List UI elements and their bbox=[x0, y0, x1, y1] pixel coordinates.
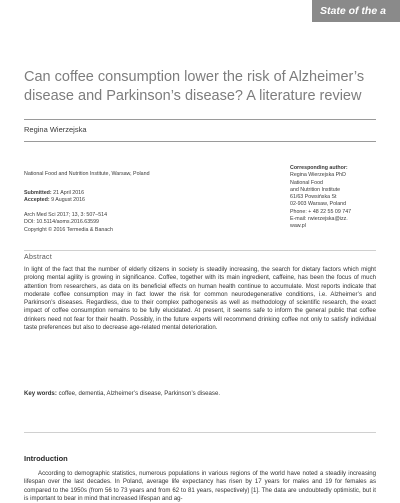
abstract-heading: Abstract bbox=[24, 254, 53, 261]
keywords bbox=[24, 390, 376, 398]
abstract-bottom-rule bbox=[24, 432, 376, 433]
accepted-line bbox=[24, 197, 85, 204]
submitted-label: Submitted: bbox=[24, 190, 52, 196]
article-title: Can coffee consumption lower the risk of Alzheimer’s disease and Parkinson’s disease? A literature review bbox=[24, 69, 365, 104]
corr-email[interactable]: E-mail: rwierzejska@izz. bbox=[290, 216, 348, 223]
author-rule bbox=[24, 141, 376, 142]
title-underline-rule bbox=[24, 119, 376, 120]
corr-line: Regina Wierzejska PhD bbox=[290, 172, 346, 179]
keywords-list: coffee, dementia, Alzheimer’s disease, Parkinson’s disease. bbox=[58, 390, 221, 397]
corr-line: and Nutrition Institute bbox=[290, 186, 341, 193]
corresponding-heading: Corresponding author: bbox=[290, 165, 348, 171]
introduction-text: According to demographic statistics, numerous populations in various regions of the world have noted a steadily increasing lifespan over the last decades. In Poland, average life expectancy has risen by 17 years for males and 19 for females as compared to the 1950s (from 56 to 73 years and from 62 to 81 years, respectively) [1]. The data are undoubtedly optimistic, but it is important to bear in mind that increased lifespan and ag- bbox=[24, 470, 376, 502]
corr-line: 02-903 Warsaw, Poland bbox=[290, 201, 347, 208]
copyright-line: Copyright © 2016 Termedia & Banach bbox=[24, 226, 113, 233]
submission-dates bbox=[24, 190, 85, 205]
keywords-label: Key words: bbox=[24, 390, 57, 397]
accepted-date: 9 August 2016 bbox=[51, 197, 85, 204]
submitted-line bbox=[24, 190, 85, 197]
citation-line: Arch Med Sci 2017; 13, 3: 507–514 bbox=[24, 212, 108, 218]
author-name: Regina Wierzejska bbox=[24, 125, 87, 134]
journal-section-label: State of the a bbox=[312, 0, 400, 22]
submitted-date: 21 April 2016 bbox=[53, 190, 85, 196]
corr-email-cont[interactable]: waw.pl bbox=[290, 223, 306, 230]
citation-block bbox=[24, 212, 113, 234]
introduction-heading: Introduction bbox=[24, 454, 68, 463]
doi-line[interactable]: DOI: 10.5114/aoms.2016.63599 bbox=[24, 219, 99, 226]
corr-phone: Phone: + 48 22 55 09 747 bbox=[290, 208, 352, 215]
corr-line: 61/63 Powsińska St bbox=[290, 194, 337, 201]
abstract-top-rule bbox=[24, 250, 376, 251]
accepted-label: Accepted: bbox=[24, 197, 50, 204]
corresponding-author-block bbox=[290, 165, 390, 231]
corr-line: National Food bbox=[290, 179, 323, 186]
abstract-text: In light of the fact that the number of elderly citizens in society is steadily increasing, the search for dietary factors which might prolong mental agility is growing in significance. Coffee, together with its main ingredient, caffeine, has been the focus of much attention from researchers, as data on its beneficial effects on human health continue to accumulate. Most reports indicate that moderate coffee consumption may in fact lower the risk for common neurodegenerative conditions, i.e. Alzheimer’s and Parkinson’s diseases. Regardless, due to their complex pathogenesis as well as methodology of scientific research, the exact impact of coffee consumption remains to be fully elucidated. At present, it seems safe to inform the general public that coffee drinkers need not fear for their health. Possibly, in the future experts will recommend drinking coffee not only to satisfy individual taste preferences but also to decrease age-related mental deterioration. bbox=[24, 266, 376, 332]
affiliation: National Food and Nutrition Institute, Warsaw, Poland bbox=[24, 171, 150, 177]
